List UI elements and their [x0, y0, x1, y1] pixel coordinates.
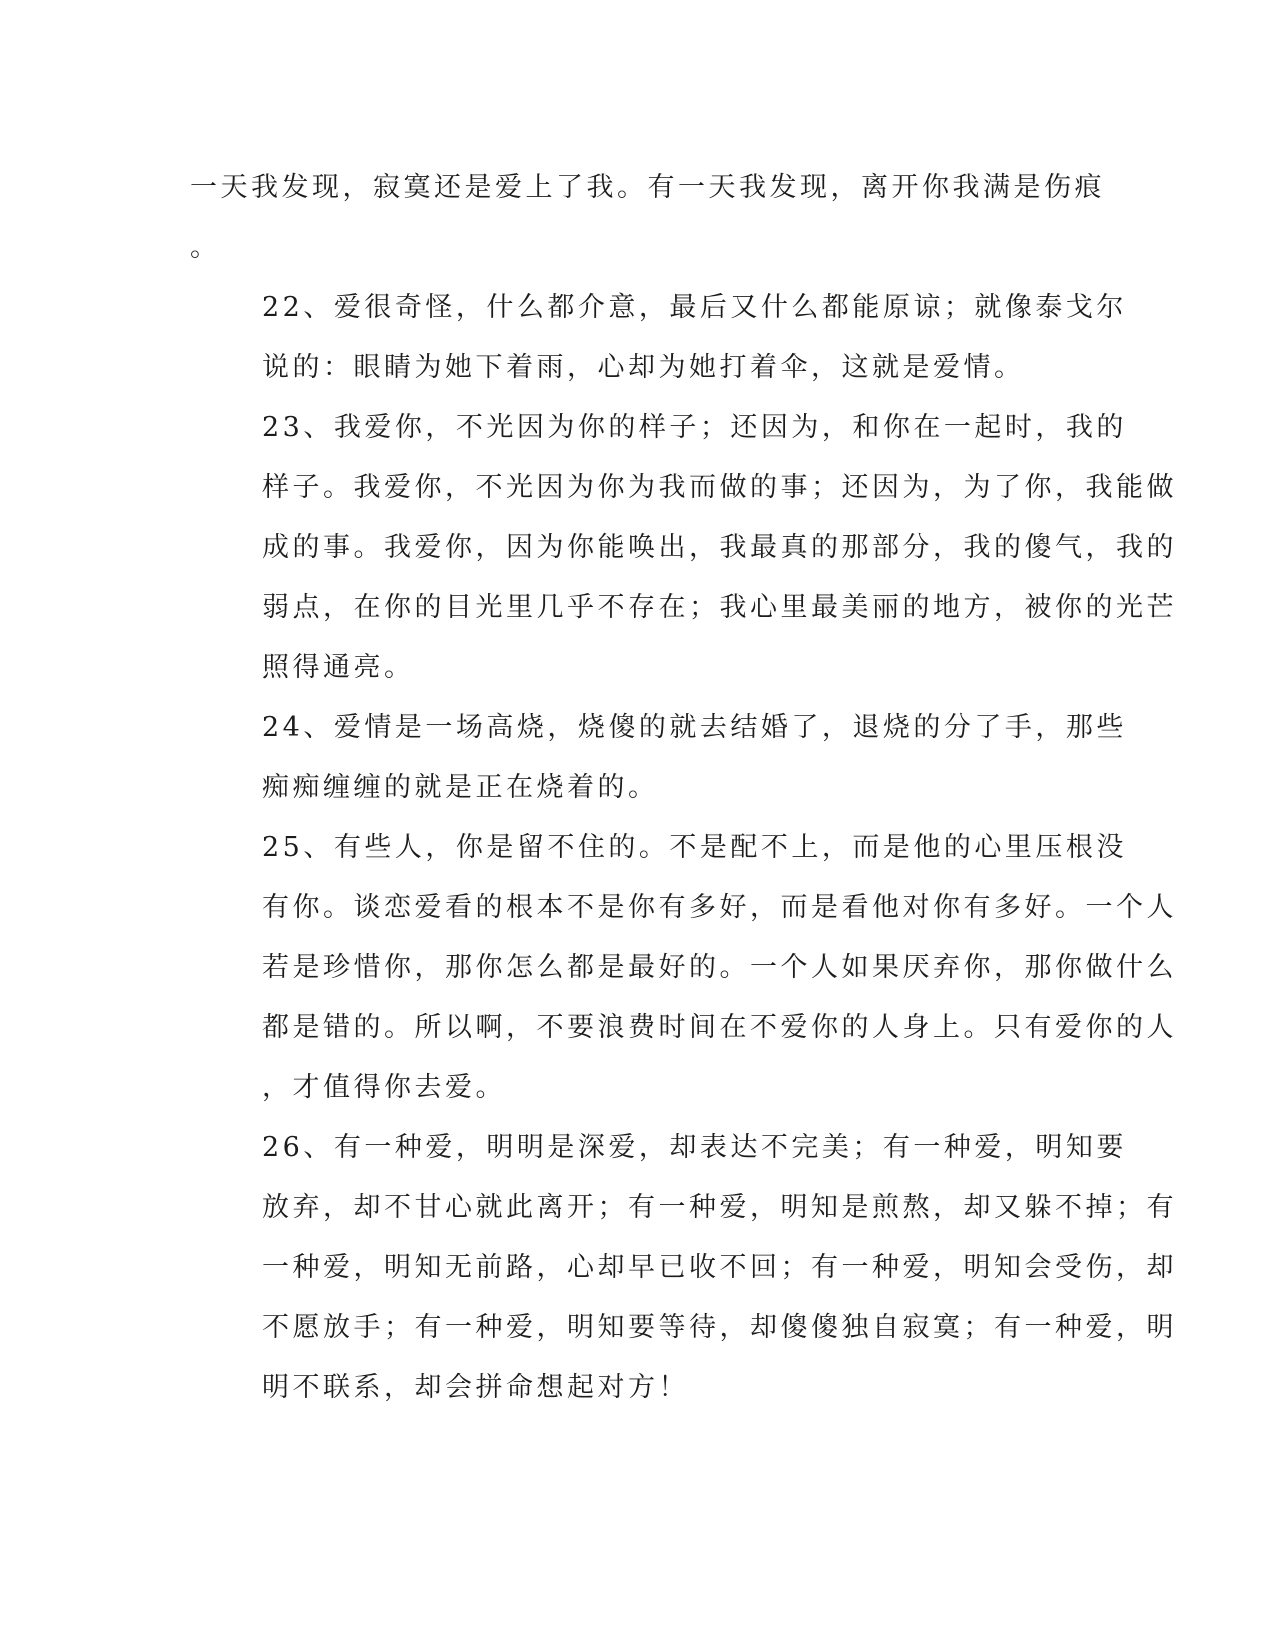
- text-line: 26、有一种爱，明明是深爱，却表达不完美；有一种爱，明知要: [262, 1132, 1127, 1163]
- paragraph: [190, 1118, 1177, 1418]
- text-line: 25、有些人，你是留不住的。不是配不上，而是他的心里压根没: [262, 832, 1127, 863]
- paragraph: [190, 698, 1127, 818]
- text-line: 一天我发现，寂寞还是爱上了我。有一天我发现，离开你我满是伤痕: [190, 172, 1105, 203]
- text-line: 24、爱情是一场高烧，烧傻的就去结婚了，退烧的分了手，那些: [262, 712, 1127, 743]
- text-line: 不愿放手；有一种爱，明知要等待，却傻傻独自寂寞；有一种爱，明: [262, 1312, 1177, 1343]
- text-line: 成的事。我爱你，因为你能唤出，我最真的那部分，我的傻气，我的: [262, 532, 1177, 563]
- text-line: 痴痴缠缠的就是正在烧着的。: [262, 772, 659, 803]
- text-line: 说的：眼睛为她下着雨，心却为她打着伞，这就是爱情。: [262, 352, 1025, 383]
- text-line: 都是错的。所以啊，不要浪费时间在不爱你的人身上。只有爱你的人: [262, 1012, 1177, 1043]
- text-line: 有你。谈恋爱看的根本不是你有多好，而是看他对你有多好。一个人: [262, 892, 1177, 923]
- text-line: 22、爱很奇怪，什么都介意，最后又什么都能原谅；就像泰戈尔: [262, 292, 1127, 323]
- paragraph: [190, 398, 1177, 698]
- text-line: ，才值得你去爱。: [262, 1072, 506, 1103]
- paragraph: [190, 818, 1177, 1118]
- paragraph: [190, 278, 1127, 398]
- text-line: 一种爱，明知无前路，心却早已收不回；有一种爱，明知会受伤，却: [262, 1252, 1177, 1283]
- paragraph: [190, 158, 1105, 278]
- text-line: 照得通亮。: [262, 652, 415, 683]
- text-line: 放弃，却不甘心就此离开；有一种爱，明知是煎熬，却又躲不掉；有: [262, 1192, 1177, 1223]
- document-body: [190, 158, 1177, 1418]
- text-line: 若是珍惜你，那你怎么都是最好的。一个人如果厌弃你，那你做什么: [262, 952, 1177, 983]
- text-line: 样子。我爱你，不光因为你为我而做的事；还因为，为了你，我能做: [262, 472, 1177, 503]
- text-line: 弱点，在你的目光里几乎不存在；我心里最美丽的地方，被你的光芒: [262, 592, 1177, 623]
- text-line: 明不联系，却会拼命想起对方！: [262, 1372, 689, 1403]
- text-line: 。: [190, 232, 221, 263]
- text-line: 23、我爱你，不光因为你的样子；还因为，和你在一起时，我的: [262, 412, 1127, 443]
